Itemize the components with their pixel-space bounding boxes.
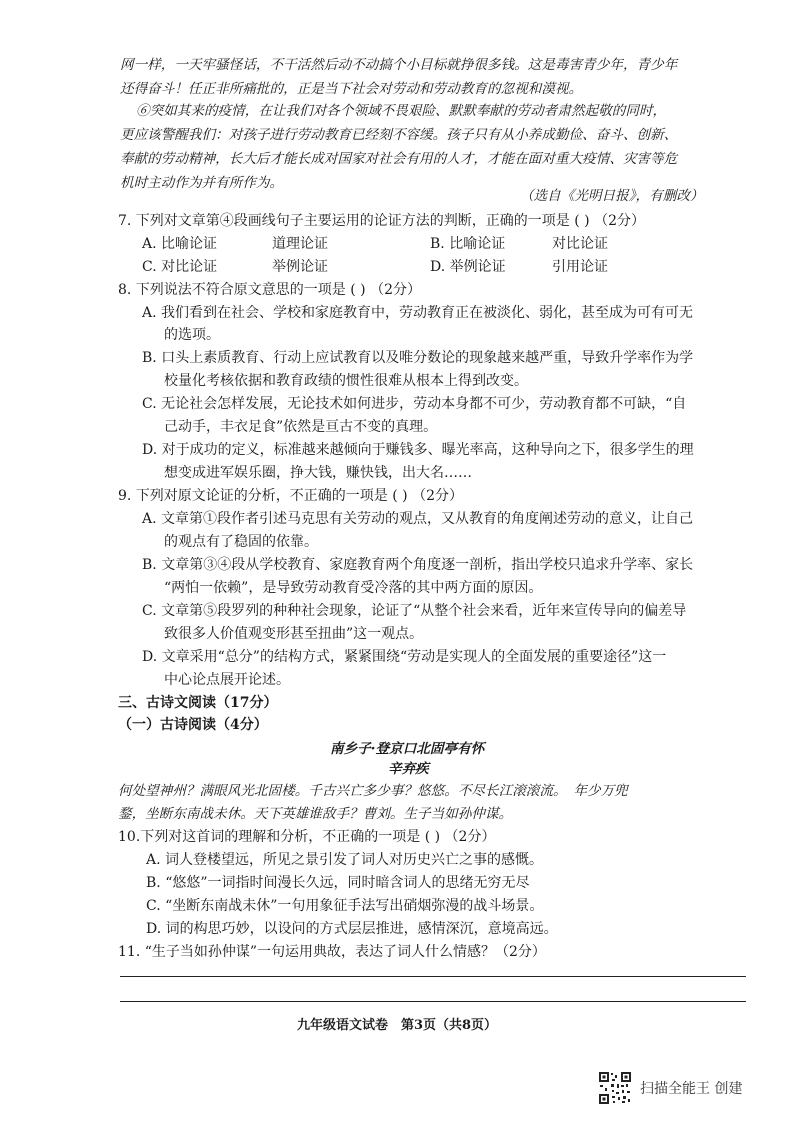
answer-line xyxy=(120,976,746,977)
q10-option-a: A. 词人登楼望远，所见之景引发了词人对历史兴亡之事的感慨。 xyxy=(146,852,544,868)
q7-option-d: D. 举例论证 xyxy=(430,259,506,275)
question-8-stem: 8. 下列说法不符合原文意思的一项是 ( ) （2分） xyxy=(118,282,421,298)
q9-option-c-cont: 致很多人价值观变形甚至扭曲”这一观点。 xyxy=(164,626,424,642)
q7-option-a-2: 道理论证 xyxy=(272,236,328,252)
q7-option-c-2: 举例论证 xyxy=(272,259,328,275)
q8-option-c-cont: 己动手，丰衣足食”依然是亘古不变的真理。 xyxy=(164,419,438,435)
q7-option-d-2: 引用论证 xyxy=(552,259,608,275)
q9-option-d-cont: 中心论点展开论述。 xyxy=(164,672,290,688)
poem-title: 南乡子·登京口北固亭有怀 xyxy=(330,741,485,757)
q9-option-c: C. 文章第⑤段罗列的种种社会现象，论证了“从整个社会来看，近年来宣传导向的偏差导 xyxy=(142,603,687,619)
q9-option-d: D. 文章采用“总分”的结构方式，紧紧围绕“劳动是实现人的全面发展的重要途径”这一 xyxy=(142,649,667,665)
q10-option-c: C. “坐断东南战未休”一句用象征手法写出硝烟弥漫的战斗场景。 xyxy=(146,898,544,914)
question-7-stem: 7. 下列对文章第④段画线句子主要运用的论证方法的判断，正确的一项是 ( ) （2分） xyxy=(118,213,645,229)
q9-option-a-cont: 的观点有了稳固的依靠。 xyxy=(164,534,318,550)
poem-author: 辛弃疾 xyxy=(388,761,429,777)
question-11-stem: 11. “生子当如孙仲谋”一句运用典故，表达了词人什么情感？（2分） xyxy=(118,944,546,960)
qr-code-icon xyxy=(598,1071,632,1105)
q10-option-d: D. 词的构思巧妙，以设问的方式层层推进，感情深沉，意境高远。 xyxy=(146,921,558,937)
passage-source: （选自《光明日报》，有删改） xyxy=(520,188,704,204)
q10-option-b: B. “悠悠”一词指时间漫长久远，同时暗含词人的思绪无穷无尽 xyxy=(146,875,530,891)
answer-line xyxy=(120,1001,746,1002)
q7-option-b-2: 对比论证 xyxy=(552,236,608,252)
page-footer: 九年级语文试卷 第3页（共8页） xyxy=(296,1018,498,1033)
passage-line: 奉献的劳动精神，长大后才能长成对国家对社会有用的人才，才能在面对重大疫情、灾害等危 xyxy=(120,151,678,167)
poem-line: 鍪，坐断东南战未休。天下英雄谁敌手？曹刘。生子当如孙仲谋。 xyxy=(118,806,513,822)
passage-line: 网一样，一天牢骚怪话，不干活然后动不动搞个小目标就挣很多钱。这是毒害青少年，青少年 xyxy=(120,57,678,73)
q8-option-b-cont: 校量化考核依据和教育政绩的惯性很难从根本上得到改变。 xyxy=(164,373,528,389)
question-10-stem: 10.下列对这首词的理解和分析，不正确的一项是 ( ) （2分） xyxy=(118,829,496,845)
q7-option-c: C. 对比论证 xyxy=(142,259,218,275)
q8-option-a: A. 我们看到在社会、学校和家庭教育中，劳动教育正在被淡化、弱化，甚至成为可有可无 xyxy=(142,305,694,321)
q9-option-b-cont: “两怕一依赖”，是导致劳动教育受冷落的其中两方面的原因。 xyxy=(164,580,543,596)
q8-option-d-cont: 想变成进军娱乐圈，挣大钱，赚快钱，出大名…… xyxy=(164,465,472,481)
q9-option-a: A. 文章第①段作者引述马克思有关劳动的观点，又从教育的角度阐述劳动的意义，让自己 xyxy=(142,511,694,527)
q9-option-b: B. 文章第③④段从学校教育、家庭教育两个角度逐一剖析，指出学校只追求升学率、家长 xyxy=(142,557,694,573)
passage-line: 还得奋斗！任正非所痛批的，正是当下社会对劳动和劳动教育的忽视和漠视。 xyxy=(120,81,583,97)
passage-line: ⑥突如其来的疫情，在让我们对各个领域不畏艰险、默默奉献的劳动者肃然起敬的同时， xyxy=(136,103,667,119)
passage-line: 机时主动作为并有所作为。 xyxy=(120,175,284,191)
section-3-subtitle: （一）古诗阅读（4分） xyxy=(118,717,268,733)
section-3-title: 三、古诗文阅读（17分） xyxy=(118,695,278,711)
passage-line: 更应该警醒我们：对孩子进行劳动教育已经刻不容缓。孩子只有从小养成勤俭、奋斗、创新、 xyxy=(120,127,678,143)
q8-option-a-cont: 的选项。 xyxy=(164,327,220,343)
poem-line: 何处望神州？满眼风光北固楼。千古兴亡多少事？悠悠。不尽长江滚滚流。 年少万兜 xyxy=(118,783,628,799)
scanner-watermark-text: 扫描全能王 创建 xyxy=(640,1081,743,1097)
q8-option-d: D. 对于成功的定义，标准越来越倾向于赚钱多、曝光率高，这种导向之下，很多学生的理 xyxy=(142,442,694,458)
question-9-stem: 9. 下列对原文论证的分析，不正确的一项是 ( ) （2分） xyxy=(118,488,463,504)
q7-option-a: A. 比喻论证 xyxy=(142,236,218,252)
q7-option-b: B. 比喻论证 xyxy=(430,236,506,252)
q8-option-b: B. 口头上素质教育、行动上应试教育以及唯分数论的现象越来越严重，导致升学率作为学 xyxy=(142,350,694,366)
q8-option-c: C. 无论社会怎样发展，无论技术如何进步，劳动本身都不可少，劳动教育都不可缺，“自 xyxy=(142,396,687,412)
